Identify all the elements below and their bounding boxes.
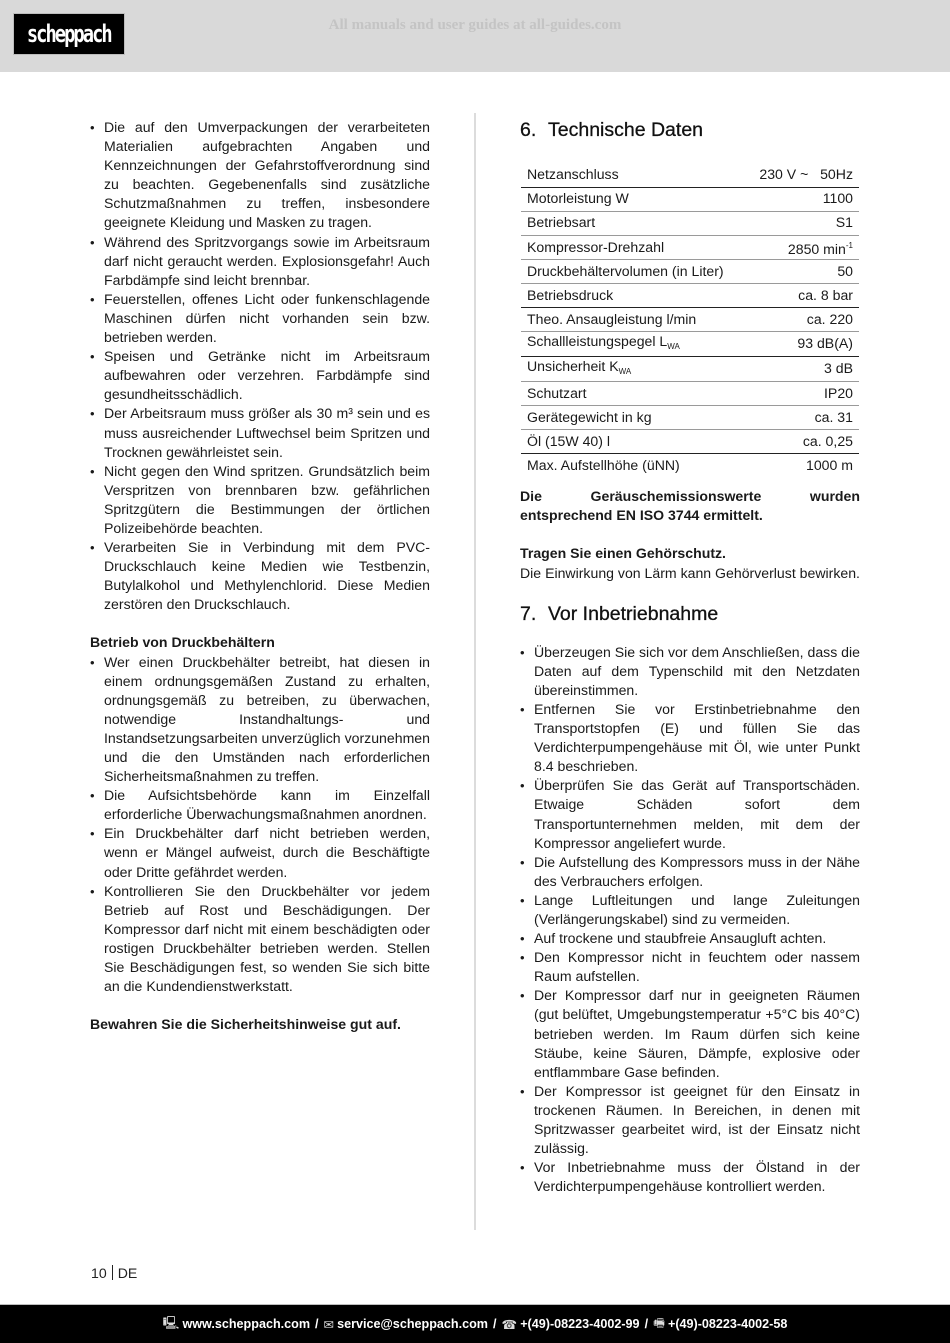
left-column	[90, 118, 430, 1034]
spec-label	[521, 187, 745, 211]
table-row	[521, 211, 859, 235]
table-row	[521, 235, 859, 259]
list-item: • Ein Druckbehälter darf nicht betrieben werden, wenn er Mängel aufweist, durch die Beschäftigte oder Dritte gefährdet werden.	[90, 824, 430, 881]
phone-number: +(49)-08223-4002-99	[520, 1317, 640, 1331]
list-item: • Der Kompressor darf nur in geeigneten Räumen (gut belüftet, Umgebungstemperatur +5°C bis 40°C) betrieben werden. Im Raum dürfen sich keine Stäube, keine Säuren, Dämpfe, explosive oder entflammbare Gase befinden.	[520, 986, 860, 1081]
spec-label-text: Netzanschluss	[527, 166, 619, 183]
hearing-protection-heading: Tragen Sie einen Gehörschutz.	[520, 545, 726, 562]
commissioning-bullets-list	[520, 643, 860, 1197]
separator: /	[315, 1317, 319, 1331]
table-row	[521, 405, 859, 429]
spec-label-text: Betriebsdruck	[527, 286, 614, 303]
list-item: • Entfernen Sie vor Erstinbetriebnahme den Transportstopfen (E) und füllen Sie das Verdichterpumpengehäuse mit Öl, wie unter Punkt 8.4 beschrieben.	[520, 700, 860, 776]
computer-icon: 🖳	[162, 1315, 180, 1330]
watermark-text: All manuals and user guides at all-guides.com	[328, 17, 622, 33]
list-item: • Die Aufstellung des Kompressors muss in der Nähe des Verbrauchers erfolgen.	[520, 853, 860, 891]
superscript: -1	[845, 240, 853, 250]
list-item: • Lange Luftleitungen und lange Zuleitungen (Verlängerungskabel) sind zu vermeiden.	[520, 891, 860, 929]
table-row	[521, 307, 859, 331]
logo-text: scheppach	[27, 20, 111, 48]
separator: /	[644, 1317, 649, 1331]
list-item: • Der Arbeitsraum muss größer als 30 m³ sein und es muss ausreichender Luftwechsel beim Spritzen und Trocknen gewährleistet sein.	[90, 404, 430, 461]
list-item: • Den Kompressor nicht in feuchtem oder nassem Raum aufstellen.	[520, 948, 860, 986]
contact-bar	[0, 1304, 950, 1343]
header-band	[0, 0, 950, 72]
spec-value	[745, 283, 859, 307]
spec-label	[521, 453, 745, 477]
spec-label-text: Max. Aufstellhöhe (üNN)	[527, 456, 680, 473]
table-row	[521, 163, 859, 187]
spec-value-text: 50	[837, 262, 853, 279]
fax-number: +(49)-08223-4002-58	[667, 1317, 788, 1331]
spec-label	[521, 163, 745, 187]
spec-label-text: Gerätegewicht in kg	[527, 408, 652, 425]
spec-label	[521, 259, 745, 283]
mail-icon: ✉	[323, 1317, 335, 1332]
phone-icon: ☎	[501, 1317, 518, 1332]
table-row	[521, 381, 859, 405]
spec-value	[745, 453, 859, 477]
spec-label-text: Schutzart	[527, 384, 587, 401]
pressure-vessel-subheading: Betrieb von Druckbehältern	[90, 634, 275, 651]
list-item: • Verarbeiten Sie in Verbindung mit dem PVC-Druckschlauch keine Medien wie Testbenzin, Butylalkohol und Methylenchlorid. Diese Medien zerstören den Druckschlauch.	[90, 538, 430, 614]
list-item: • Während des Spritzvorgangs sowie im Arbeitsraum darf nicht geraucht werden. Explosionsgefahr! Auch Farbdämpfe sind leicht brennbar.	[90, 233, 430, 290]
spec-value-text: IP20	[824, 384, 853, 401]
spec-label-text: Betriebsart	[527, 214, 596, 231]
section-number: 6.	[520, 119, 537, 141]
spec-value	[745, 429, 859, 453]
column-divider	[474, 113, 476, 1230]
spec-label-text: Schallleistungspegel L	[527, 332, 668, 349]
list-item: • Feuerstellen, offenes Licht oder funkenschlagende Maschinen dürfen nicht vorhanden sein bzw. betrieben werden.	[90, 290, 430, 347]
list-item: • Nicht gegen den Wind spritzen. Grundsätzlich beim Verspritzen von brennbaren bzw. gefährlichen Spritzgütern die Bestimmungen der örtlichen Polizeibehörde beachten.	[90, 462, 430, 538]
list-item: • Überprüfen Sie das Gerät auf Transportschäden. Etwaige Schäden sofort dem Transportunternehmen melden, mit dem der Kompressor angeliefert wurde.	[520, 776, 860, 852]
list-item: • Kontrollieren Sie den Druckbehälter vor jedem Betrieb auf Rost und Beschädigungen. Der Kompressor darf nicht mit einem beschädigten oder rostigen Druckbehälter betrieben werden. Stellen Sie Beschädigungen fest, so wenden Sie sich bitte an die Kundendienstwerkstatt.	[90, 882, 430, 997]
list-item: • Vor Inbetriebnahme muss der Ölstand in der Verdichterpumpengehäuse kontrolliert werden.	[520, 1158, 860, 1196]
spec-value	[745, 211, 859, 235]
pressure-vessel-bullets-list	[90, 653, 430, 997]
spec-value-text: 230 V ~ 50Hz	[759, 166, 853, 183]
spec-value-text: ca. 8 bar	[798, 286, 853, 303]
list-item: • Überzeugen Sie sich vor dem Anschließen, dass die Daten auf dem Typenschild mit den Netzdaten übereinstimmen.	[520, 643, 860, 700]
spec-label	[521, 405, 745, 429]
spec-label	[521, 381, 745, 405]
spec-value	[745, 235, 859, 259]
separator: /	[493, 1317, 497, 1331]
page-number	[91, 1265, 137, 1281]
spec-value-text: 3 dB	[824, 360, 853, 377]
list-item: • Die Aufsichtsbehörde kann im Einzelfall erforderliche Überwachungsmaßnahmen anordnen.	[90, 786, 430, 824]
spec-label-text: Kompressor-Drehzahl	[527, 238, 665, 255]
section-7-heading	[520, 602, 860, 626]
section-6-heading	[520, 118, 860, 142]
section-title: Vor Inbetriebnahme	[548, 602, 719, 625]
list-item: • Wer einen Druckbehälter betreibt, hat diesen in einem ordnungsgemäßen Zustand zu erhalten, ordnungsgemäß zu betreiben, zu überwachen, notwendige Instandhaltungs- und Instandsetzungsarbeiten unverzüglich vorzunehmen und die den Umständen nach erforderlichen Sicherheitsmaßnahmen zu treffen.	[90, 653, 430, 787]
spec-value-text: ca. 31	[814, 408, 853, 425]
spec-value-text: 1100	[822, 190, 853, 207]
spec-label	[521, 429, 745, 453]
table-row	[521, 429, 859, 453]
hearing-protection-text: Die Einwirkung von Lärm kann Gehörverlust bewirken.	[520, 564, 860, 581]
table-row	[521, 356, 859, 381]
spec-value	[745, 163, 859, 187]
spec-value	[745, 307, 859, 331]
spec-label-text: Öl (15W 40) l	[527, 432, 611, 449]
spec-value	[745, 405, 859, 429]
list-item: • Der Kompressor ist geeignet für den Einsatz in trockenen Räumen. In Bereichen, in denen mit Spritzwasser gearbeitet wird, ist der Einsatz nicht zulässig.	[520, 1082, 860, 1158]
table-row	[521, 259, 859, 283]
spec-label-text: Motorleistung W	[527, 190, 629, 207]
table-row	[521, 187, 859, 211]
spec-value-text: 93 dB(A)	[797, 335, 853, 352]
spec-value-text: ca. 0,25	[802, 432, 853, 449]
table-row	[521, 283, 859, 307]
spec-value	[745, 356, 859, 381]
spec-label-text: Unsicherheit K	[527, 357, 619, 374]
spec-label-text: Druckbehältervolumen (in Liter)	[527, 262, 724, 279]
table-row	[521, 453, 859, 477]
fax-icon: 🖷	[653, 1315, 665, 1330]
spec-label	[521, 235, 745, 259]
spec-value-text: 1000 m	[805, 456, 853, 473]
spec-label	[521, 307, 745, 331]
spec-value-text: ca. 220	[806, 310, 853, 327]
right-column	[520, 118, 860, 1196]
spec-value	[745, 381, 859, 405]
language-code: DE	[117, 1265, 138, 1281]
separator-bar	[112, 1265, 113, 1280]
table-row	[521, 331, 859, 356]
list-item: • Die auf den Umverpackungen der verarbeiteten Materialien aufgebrachten Angaben und Kennzeichnungen der Gefahrstoffverordnung sind zu beachten. Gegebenenfalls sind zusätzliche Schutzmaßnahmen zu treffen, insbesondere geeignete Kleidung und Masken zu tragen.	[90, 118, 430, 233]
spec-value	[745, 331, 859, 356]
spec-value	[745, 259, 859, 283]
spec-label	[521, 356, 745, 381]
tech-specs-table	[521, 163, 859, 477]
email-link[interactable]: service@scheppach.com	[337, 1317, 488, 1331]
list-item: • Speisen und Getränke nicht im Arbeitsraum aufbewahren oder verzehren. Farbdämpfe sind gesundheitsschädlich.	[90, 347, 430, 404]
spec-label-text: Theo. Ansaugleistung l/min	[527, 310, 697, 327]
website-link[interactable]: www.scheppach.com	[182, 1317, 311, 1331]
section-number: 7.	[520, 602, 537, 625]
noise-emission-note: Die Geräuschemissionswerte wurden entsprechend EN ISO 3744 ermittelt.	[520, 488, 860, 524]
spec-value-text: 2850 min	[787, 240, 846, 257]
page-number-value: 10	[91, 1265, 107, 1281]
spec-value	[745, 187, 859, 211]
subscript: WA	[618, 366, 632, 376]
safety-bullets-list	[90, 118, 430, 614]
spec-label	[521, 331, 745, 356]
section-title: Technische Daten	[548, 119, 704, 141]
spec-label	[521, 211, 745, 235]
subscript: WA	[667, 341, 680, 351]
closing-safety-note: Bewahren Sie die Sicherheitshinweise gut auf.	[90, 1016, 401, 1033]
list-item: • Auf trockene und staubfreie Ansaugluft achten.	[520, 929, 860, 948]
spec-label	[521, 283, 745, 307]
spec-value-text: S1	[835, 214, 853, 231]
